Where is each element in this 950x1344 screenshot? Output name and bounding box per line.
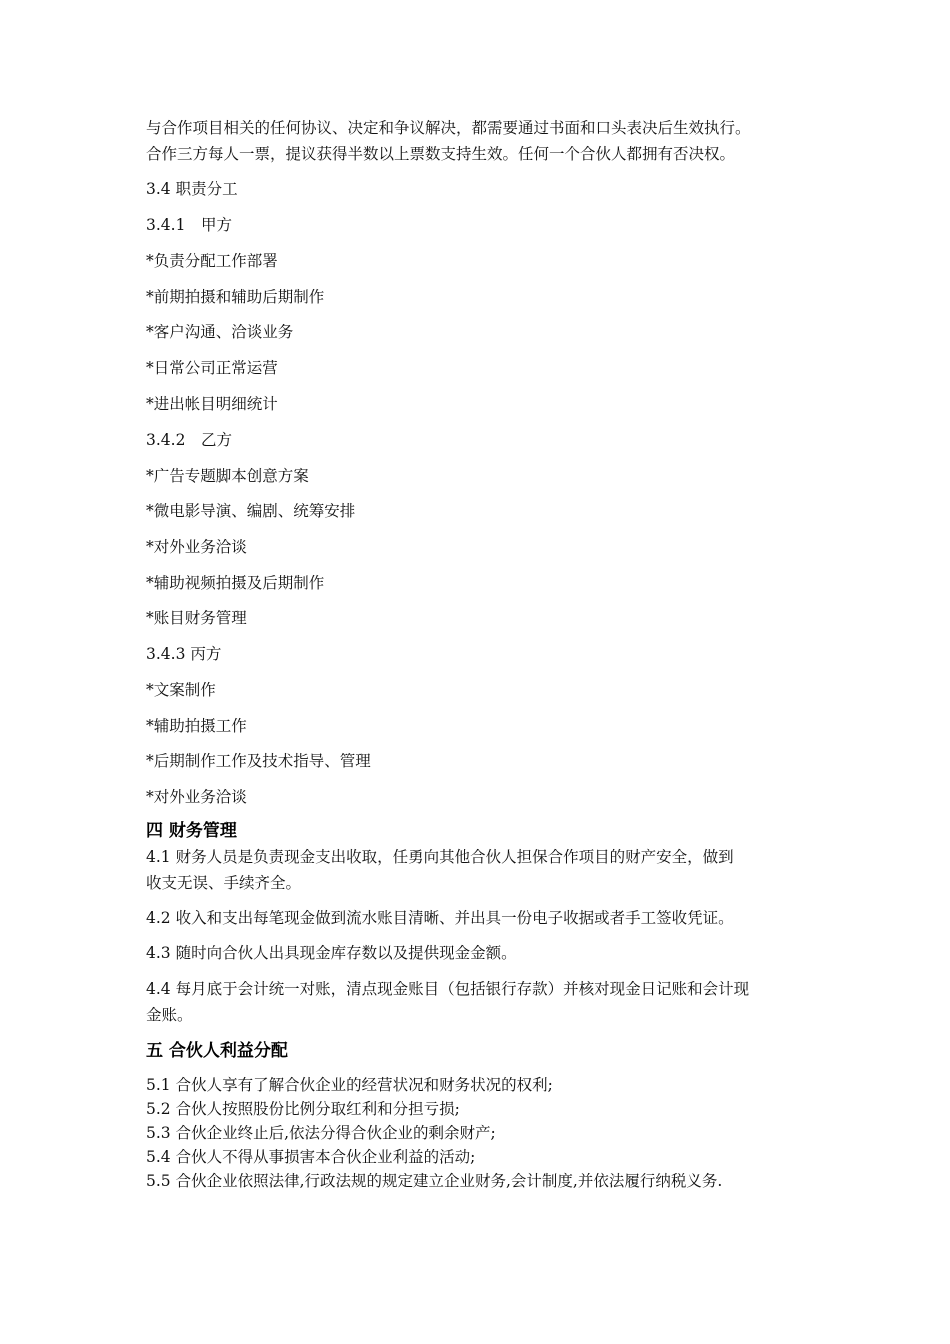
party-b-title: 3.4.2 乙方 <box>146 431 232 449</box>
section-4-heading: 四 财务管理 <box>146 821 237 841</box>
list-item: *客户沟通、洽谈业务 <box>146 323 294 341</box>
list-item: 5.3 合伙企业终止后,依法分得合伙企业的剩余财产; <box>146 1124 496 1142</box>
intro-line-2: 合作三方每人一票，提议获得半数以上票数支持生效。任何一个合伙人都拥有否决权。 <box>146 145 736 163</box>
section-3-4-title: 3.4 职责分工 <box>146 180 238 198</box>
list-item: *辅助拍摄工作 <box>146 717 247 735</box>
list-item: *前期拍摄和辅助后期制作 <box>146 288 325 306</box>
paragraph-4-4-line-1: 4.4 每月底于会计统一对账，清点现金账目（包括银行存款）并核对现金日记账和会计现 <box>146 980 750 998</box>
list-item: 5.5 合伙企业依照法律,行政法规的规定建立企业财务,会计制度,并依法履行纳税义务. <box>146 1172 723 1190</box>
list-item: *进出帐目明细统计 <box>146 395 278 413</box>
party-c-title: 3.4.3 丙方 <box>146 645 222 663</box>
party-a-title: 3.4.1 甲方 <box>146 216 232 234</box>
paragraph-4-2: 4.2 收入和支出每笔现金做到流水账目清晰、并出具一份电子收据或者手工签收凭证。 <box>146 909 734 927</box>
list-item: *负责分配工作部署 <box>146 252 278 270</box>
list-item: 5.1 合伙人享有了解合伙企业的经营状况和财务状况的权利; <box>146 1076 553 1094</box>
list-item: *对外业务洽谈 <box>146 788 247 806</box>
list-item: *微电影导演、编剧、统筹安排 <box>146 502 356 520</box>
list-item: 5.4 合伙人不得从事损害本合伙企业利益的活动; <box>146 1148 476 1166</box>
section-5-heading: 五 合伙人利益分配 <box>146 1041 288 1061</box>
list-item: *对外业务洽谈 <box>146 538 247 556</box>
list-item: *文案制作 <box>146 681 216 699</box>
list-item: *后期制作工作及技术指导、管理 <box>146 752 371 770</box>
paragraph-4-4-line-2: 金账。 <box>146 1006 193 1024</box>
paragraph-4-1-line-1: 4.1 财务人员是负责现金支出收取，任勇向其他合伙人担保合作项目的财产安全，做到 <box>146 848 734 866</box>
paragraph-4-3: 4.3 随时向合伙人出具现金库存数以及提供现金金额。 <box>146 944 517 962</box>
list-item: *辅助视频拍摄及后期制作 <box>146 574 325 592</box>
intro-line-1: 与合作项目相关的任何协议、决定和争议解决，都需要通过书面和口头表决后生效执行。 <box>146 119 751 137</box>
list-item: *广告专题脚本创意方案 <box>146 467 309 485</box>
list-item: *账目财务管理 <box>146 609 247 627</box>
list-item: *日常公司正常运营 <box>146 359 278 377</box>
list-item: 5.2 合伙人按照股份比例分取红利和分担亏损; <box>146 1100 460 1118</box>
paragraph-4-1-line-2: 收支无误、手续齐全。 <box>146 874 302 892</box>
